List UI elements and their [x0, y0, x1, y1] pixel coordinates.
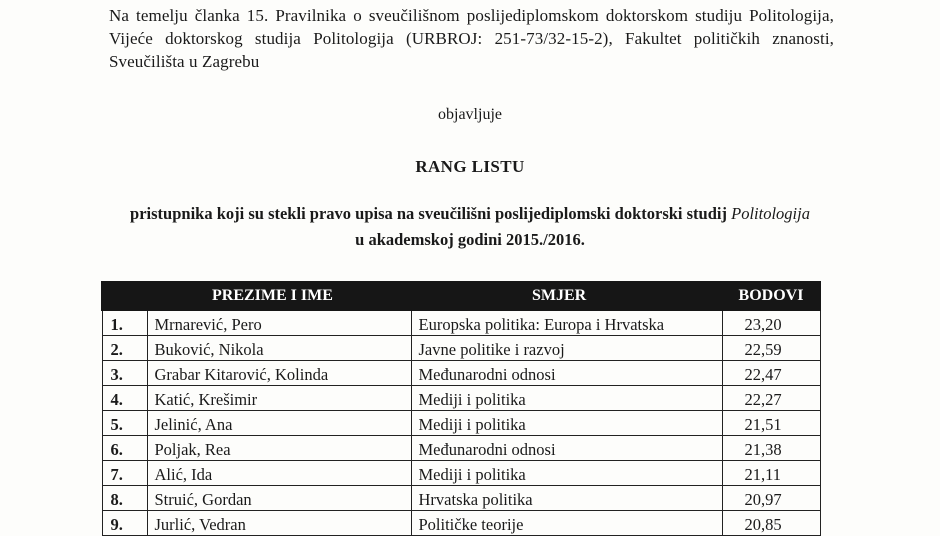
row-bodovi: 20,85: [722, 511, 820, 536]
row-smjer: Mediji i politika: [411, 461, 722, 486]
document-heading: RANG LISTU: [415, 157, 525, 176]
table-row: [102, 336, 820, 361]
table-row: [102, 511, 820, 536]
row-smjer: Mediji i politika: [411, 411, 722, 436]
table-row: [102, 436, 820, 461]
row-number: 5.: [102, 411, 147, 436]
subtitle-text: pristupnika koji su stekli pravo upisa na sveučilišni poslijediplomski doktorski studij: [130, 204, 732, 223]
row-bodovi: 22,27: [722, 386, 820, 411]
row-bodovi: 22,59: [722, 336, 820, 361]
subtitle-line-2: u akademskoj godini 2015./2016.: [355, 230, 585, 249]
row-number: 3.: [102, 361, 147, 386]
row-number: 9.: [102, 511, 147, 536]
row-number: 7.: [102, 461, 147, 486]
subtitle-line-1: [110, 204, 830, 224]
intro-paragraph: [109, 4, 834, 73]
row-bodovi: 21,38: [722, 436, 820, 461]
row-number: 8.: [102, 486, 147, 511]
row-smjer: Javne politike i razvoj: [411, 336, 722, 361]
header-name: PREZIME I IME: [147, 282, 411, 310]
row-number: 4.: [102, 386, 147, 411]
intro-line-1: Na temelju članka 15. Pravilnika o sveučilišnom poslijediplomskom doktorskom studiju Politologija,: [109, 6, 834, 25]
row-smjer: Hrvatska politika: [411, 486, 722, 511]
row-name: Alić, Ida: [147, 461, 411, 486]
table-row: [102, 486, 820, 511]
row-smjer: Međunarodni odnosi: [411, 436, 722, 461]
row-smjer: Političke teorije: [411, 511, 722, 536]
row-number: 2.: [102, 336, 147, 361]
header-number: [102, 282, 147, 310]
row-smjer: Međunarodni odnosi: [411, 361, 722, 386]
table-row: [102, 310, 820, 336]
header-bodovi: BODOVI: [722, 282, 820, 310]
table-row: [102, 361, 820, 386]
row-bodovi: 22,47: [722, 361, 820, 386]
row-name: Grabar Kitarović, Kolinda: [147, 361, 411, 386]
row-name: Mrnarević, Pero: [147, 310, 411, 336]
table-row: [102, 411, 820, 436]
announce-text: objavljuje: [438, 106, 502, 123]
row-bodovi: 21,11: [722, 461, 820, 486]
intro-line-2: Vijeće doktorskog studija Politologija (URBROJ: 251-73/32-15-2), Fakultet političkih znanosti,: [109, 29, 834, 48]
row-bodovi: 20,97: [722, 486, 820, 511]
row-bodovi: 21,51: [722, 411, 820, 436]
table-row: [102, 461, 820, 486]
ranking-table-container: [101, 281, 819, 536]
row-name: Jurlić, Vedran: [147, 511, 411, 536]
row-smjer: Mediji i politika: [411, 386, 722, 411]
row-name: Katić, Krešimir: [147, 386, 411, 411]
row-name: Struić, Gordan: [147, 486, 411, 511]
ranking-table: [101, 281, 821, 536]
row-number: 1.: [102, 310, 147, 336]
row-smjer: Europska politika: Europa i Hrvatska: [411, 310, 722, 336]
row-name: Poljak, Rea: [147, 436, 411, 461]
table-row: [102, 386, 820, 411]
row-name: Jelinić, Ana: [147, 411, 411, 436]
table-header-row: [102, 282, 820, 310]
header-smjer: SMJER: [411, 282, 722, 310]
row-number: 6.: [102, 436, 147, 461]
intro-line-3: Sveučilišta u Zagrebu: [109, 52, 260, 71]
row-name: Buković, Nikola: [147, 336, 411, 361]
row-bodovi: 23,20: [722, 310, 820, 336]
subtitle-program-name: Politologija: [731, 204, 810, 223]
